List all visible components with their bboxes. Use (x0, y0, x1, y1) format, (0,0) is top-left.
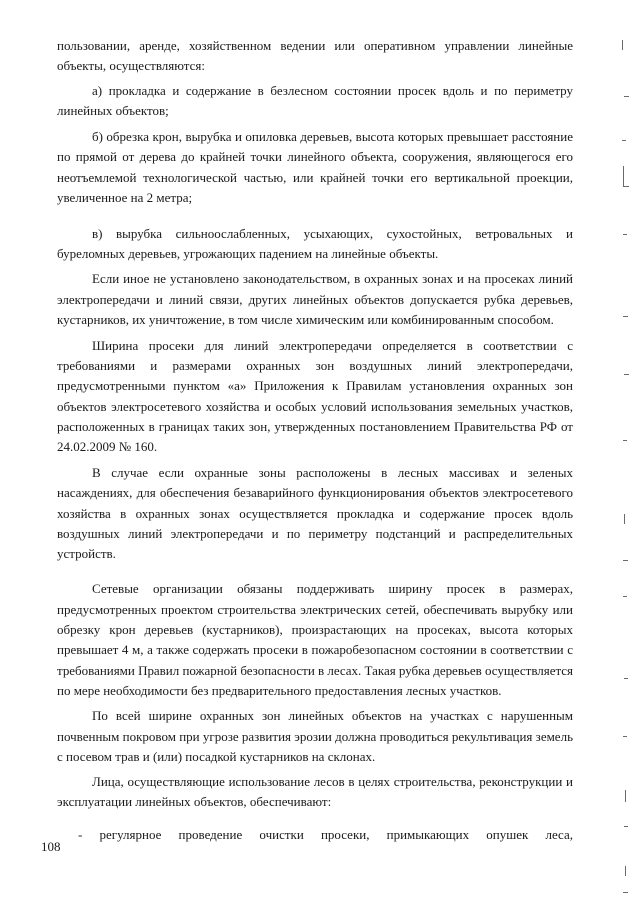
text-line (0, 397, 640, 417)
scan-margin-mark (624, 374, 629, 375)
text-line (0, 417, 640, 437)
text-line-content: с посевом трав и (или) посадкой кустарников на склонах. (57, 749, 376, 764)
text-line-content: - регулярное проведение очистки просеки, примыкающих опушек леса, (78, 827, 573, 842)
text-line-content: воздушных линий электропередачи и по периметру подстанций и распределительных (57, 526, 573, 541)
text-line-content: в) вырубка сильноослабленных, усыхающих, сухостойных, ветровальных и (92, 226, 573, 241)
text-line-content: Ширина просеки для линий электропередачи определяется в соответствии с (92, 338, 573, 353)
text-line (0, 188, 640, 208)
scan-margin-mark (623, 186, 629, 187)
scan-margin-mark (623, 440, 627, 441)
scan-margin-mark (622, 140, 626, 141)
text-line (0, 747, 640, 767)
text-line-content: 24.02.2009 № 160. (57, 439, 158, 454)
text-line-content: объектов электросетевого хозяйства и особых условий использования земельных участков, (57, 399, 573, 414)
text-line (0, 544, 640, 564)
text-line (0, 56, 640, 76)
scan-margin-mark (623, 234, 627, 235)
scan-margin-mark (625, 866, 626, 876)
scan-margin-mark (622, 40, 623, 50)
text-line (0, 483, 640, 503)
text-line-content: пользовании, аренде, хозяйственном ведении или оперативном управлении линейные (57, 38, 573, 53)
text-line-content: линейных объектов; (57, 103, 169, 118)
text-line (0, 772, 640, 792)
text-line (0, 437, 640, 457)
text-line-content: буреломных деревьев, угрожающих падением на линейные объекты. (57, 246, 439, 261)
scan-margin-mark (623, 316, 628, 317)
text-line (0, 727, 640, 747)
scan-margin-mark (623, 166, 624, 186)
text-line-content: Сетевые организации обязаны поддерживать ширину просек в размерах, (92, 581, 573, 596)
scan-margin-mark (623, 892, 628, 893)
text-line-content: По всей ширине охранных зон линейных объектов на участках с нарушенным (92, 708, 573, 723)
text-line-content: увеличенное на 2 метра; (57, 190, 193, 205)
text-line-content: Лица, осуществляющие использование лесов в целях строительства, реконструкции и (92, 774, 573, 789)
text-line-content: требованиями Правил пожарной безопасности в лесах. Такая рубка деревьев осуществляется (57, 663, 573, 678)
text-line (0, 825, 640, 845)
text-line (0, 127, 640, 147)
scan-margin-mark (625, 790, 626, 802)
text-line-content: В случае если охранные зоны расположены в лесных массивах и зеленых (92, 465, 573, 480)
text-line-content: хозяйства в охранных зонах осуществляется прокладка и содержание просек вдоль (57, 506, 573, 521)
text-line-content: по мере необходимости без предварительного предоставления лесных участков. (57, 683, 502, 698)
text-line (0, 706, 640, 726)
text-line (0, 376, 640, 396)
scan-margin-mark (623, 596, 627, 597)
text-line-content: требованиями и размерами охранных зон воздушных линий электропередачи, (57, 358, 573, 373)
text-line-content: электропередачи и линий связи, других линейных объектов допускается рубка деревьев, (57, 292, 573, 307)
text-line (0, 620, 640, 640)
text-line-content: насаждениях, для обеспечения безаварийного функционирования объектов электросетевого (57, 485, 573, 500)
text-line (0, 504, 640, 524)
text-line-content: а) прокладка и содержание в безлесном состоянии просек вдоль и по периметру (92, 83, 573, 98)
text-line-content: неотъемлемой технологической частью, или крайней точки его вертикальной проекции, (57, 170, 573, 185)
page-number: 108 (41, 839, 61, 854)
text-line-content: почвенным покровом при угрозе развития эрозии должна проводиться рекультивация земель (57, 729, 573, 744)
text-line-content: б) обрезка крон, вырубка и опиловка деревьев, высота которых превышает расстояние (92, 129, 573, 144)
text-line (0, 681, 640, 701)
text-line (0, 792, 640, 812)
text-line (0, 290, 640, 310)
text-line-content: Если иное не установлено законодательством, в охранных зонах и на просеках линий (92, 271, 573, 286)
text-line-content: обрезку крон деревьев (кустарников), произрастающих на просеках, высота которых (57, 622, 573, 637)
scan-margin-mark (624, 678, 628, 679)
text-line (0, 269, 640, 289)
text-line (0, 600, 640, 620)
scan-margin-mark (624, 96, 629, 97)
text-line (0, 224, 640, 244)
text-line (0, 36, 640, 56)
scan-margin-mark (624, 826, 628, 827)
text-line (0, 661, 640, 681)
text-line (0, 524, 640, 544)
text-line (0, 336, 640, 356)
text-line-content: по прямой от дерева до крайней точки линейного объекта, сооружения, являющегося его (57, 149, 573, 164)
text-line-content: предусмотренных проектом строительства электрических сетей, обеспечивать вырубку или (57, 602, 573, 617)
text-line (0, 356, 640, 376)
text-line-content: устройств. (57, 546, 116, 561)
text-line-content: эксплуатации линейных объектов, обеспечивают: (57, 794, 332, 809)
text-line-content: кустарников, их уничтожение, в том числе химическим или комбинированным способом. (57, 312, 554, 327)
text-line-content: расположенных в границах таких зон, утвержденных постановлением Правительства РФ от (57, 419, 573, 434)
text-line-content: превышает 4 м, а также содержать просеки в пожаробезопасном состоянии в соответствии с (57, 642, 573, 657)
text-line (0, 463, 640, 483)
scan-margin-mark (624, 514, 625, 524)
text-line (0, 81, 640, 101)
text-line (0, 147, 640, 167)
text-line (0, 244, 640, 264)
scan-margin-mark (623, 736, 627, 737)
text-line (0, 101, 640, 121)
text-line-content: предусмотренными пунктом «а» Приложения к Правилам установления охранных зон (57, 378, 573, 393)
text-line (0, 168, 640, 188)
scan-margin-mark (623, 560, 628, 561)
text-line (0, 640, 640, 660)
text-line (0, 579, 640, 599)
text-line-content: объекты, осуществляются: (57, 58, 205, 73)
text-line (0, 310, 640, 330)
